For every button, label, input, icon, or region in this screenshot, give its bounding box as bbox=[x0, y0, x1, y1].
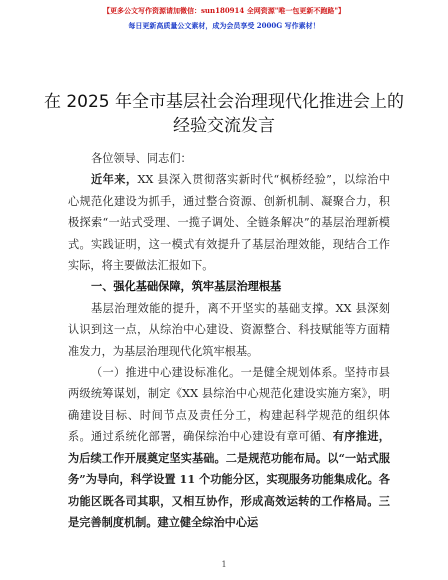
title-line-2: 经验交流发言 bbox=[173, 116, 275, 136]
document-title bbox=[40, 90, 408, 138]
promo-banner-blue: 每日更新高质量公文素材，成为会员享受 2000G 写作素材！ bbox=[128, 21, 320, 30]
intro-lead: 近年来， bbox=[91, 172, 138, 187]
document-body bbox=[68, 148, 390, 533]
promo-banner-red: 【更多公文写作资源请加微信：sun180914 全网资源"唯一包更新不跑路"】 bbox=[102, 6, 346, 15]
section-heading-1: 一、强化基础保障，筑牢基层治理根基 bbox=[91, 279, 282, 294]
intro-text: XX 县深入贯彻落实新时代“枫桥经验”，以综治中心规范化建设为抓手，通过整合资源、创新机制、凝聚合力，积极探索“一站式受理、一揽子调处、全链条解决”的基层治理新模式。实践证明，这一模式有效提升了基层治理效能，现结合工作实际，将主要做法汇报如下。 bbox=[68, 173, 390, 273]
paragraph-intro bbox=[68, 169, 390, 276]
paragraph-standardization bbox=[68, 362, 390, 533]
standardization-text-1: （一）推进中心建设标准化。一是健全规划体系。坚持市县两级统筹谋划，制定《XX 县综治中心规范化建设实施方案》，明确建设目标、时间节点及责任分工，构建起科学规范的组织体系。通过系统化部署，确保综治中心建设有章可循、 bbox=[68, 366, 390, 444]
standardization-text-2: 有序推进，为后续工作开展奠定坚实基础。二是规范功能布局。以“一站式服务”为导向，科学设置 11 个功能分区，实现服务功能集成化。各功能区既各司其职，又相互协作，形成高效运转的工作格局。三是完善制度机制。建立健全综治中心运 bbox=[68, 429, 390, 529]
greeting: 各位领导、同志们： bbox=[91, 152, 192, 165]
paragraph-foundation: 基层治理效能的提升，离不开坚实的基础支撑。XX 县深刻认识到这一点，从综治中心建设、资源整合、科技赋能等方面精准发力，为基层治理现代化筑牢根基。 bbox=[68, 301, 390, 358]
title-line-1: 在 2025 年全市基层社会治理现代化推进会上的 bbox=[43, 92, 405, 112]
page-number: 1 bbox=[221, 560, 227, 569]
